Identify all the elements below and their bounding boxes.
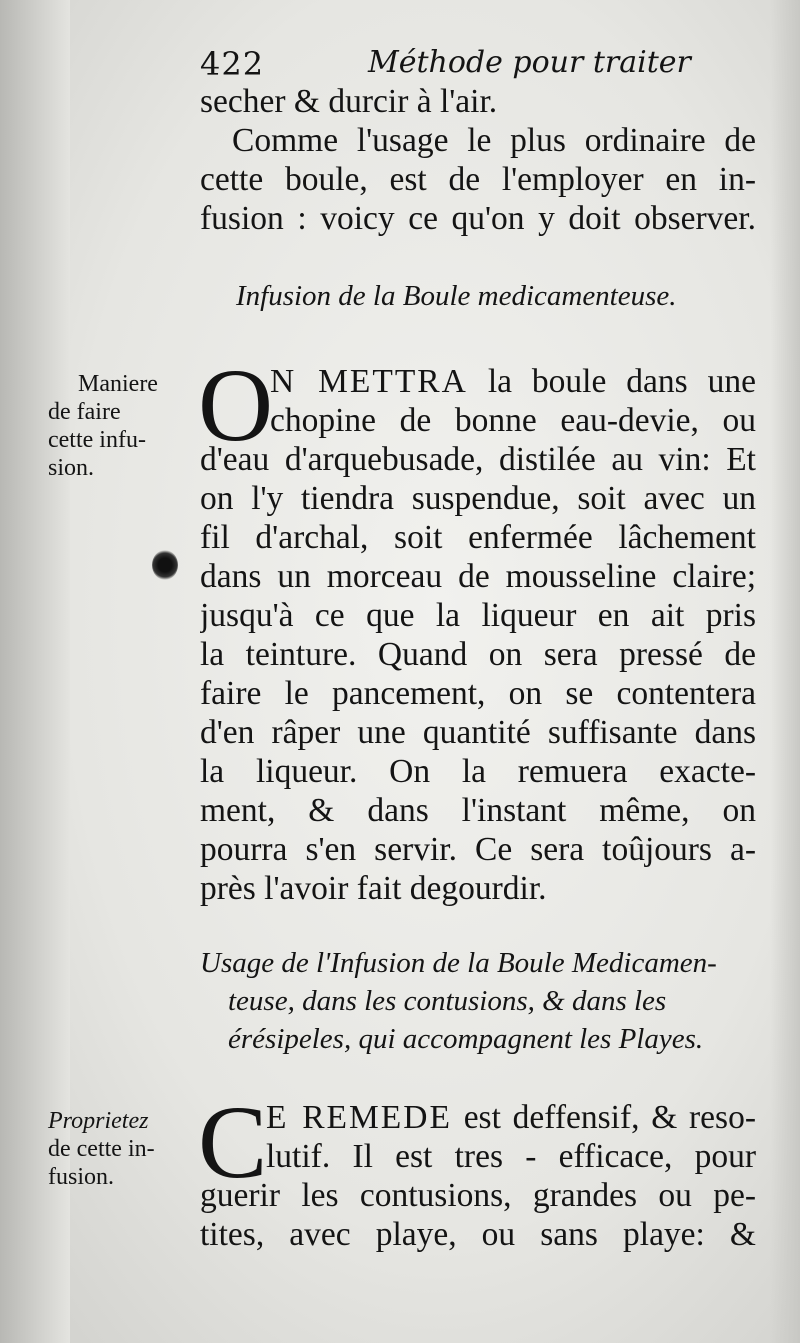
text-run: est deffensif, & reso- — [463, 1099, 756, 1136]
section-heading-usage-line3: érésipeles, qui accompagnent les Playes. — [228, 1023, 704, 1055]
margin-note-line: Maniere — [78, 371, 158, 397]
text-line: lutif. Il est tres - efficace, pour — [266, 1138, 756, 1175]
text-line: dans un morceau de mousseline claire; — [200, 558, 756, 595]
text-line: fusion : voicy ce qu'on y doit observer. — [200, 200, 756, 237]
ink-blot — [152, 550, 178, 580]
text-line: d'eau d'arquebusade, distilée au vin: Et — [200, 441, 756, 478]
paragraph-remede-body — [200, 1176, 756, 1254]
paragraph-infusion-body — [200, 440, 756, 908]
text-block-opening — [200, 82, 756, 238]
text-line: près l'avoir fait degourdir. — [200, 870, 547, 907]
page-number: 422 — [200, 45, 265, 83]
running-title: Méthode pour traiter — [368, 45, 691, 80]
margin-note-maniere — [48, 370, 188, 482]
text-line: d'en râper une quantité suffisante dans — [200, 714, 756, 751]
margin-note-line: de cette in- — [48, 1136, 155, 1162]
text-line: la teinture. Quand on sera pressé de — [200, 636, 756, 673]
text-line: secher & durcir à l'air. — [200, 83, 498, 120]
text-line: faire le pancement, on se contentera — [200, 675, 756, 712]
opening-small-caps: E REMEDE — [266, 1099, 452, 1136]
text-line: chopine de bonne eau-devie, ou — [270, 402, 756, 439]
paragraph-remede-dropcap-lines — [266, 1098, 756, 1176]
margin-note-line: cette infu- — [48, 427, 146, 453]
text-line — [266, 1098, 756, 1137]
margin-note-line: Proprietez — [48, 1108, 149, 1134]
text-line: fil d'archal, soit enfermée lâchement — [200, 519, 756, 556]
drop-cap-o: O — [198, 348, 274, 463]
text-line: Comme l'usage le plus ordinaire de — [232, 122, 756, 159]
margin-note-proprietez — [48, 1107, 188, 1191]
section-heading-infusion: Infusion de la Boule medicamenteuse. — [236, 280, 677, 312]
drop-cap-c: C — [198, 1085, 268, 1200]
paragraph-dropcap-lines — [270, 362, 756, 440]
text-line: on l'y tiendra suspendue, soit avec un — [200, 480, 756, 517]
opening-small-caps: N METTRA — [270, 363, 468, 400]
text-line: jusqu'à ce que la liqueur en ait pris — [200, 597, 756, 634]
text-line: guerir les contusions, grandes ou pe- — [200, 1177, 756, 1214]
text-line: la liqueur. On la remuera exacte- — [200, 753, 756, 790]
margin-note-line: sion. — [48, 455, 95, 481]
margin-note-line: fusion. — [48, 1164, 114, 1190]
margin-note-line: de faire — [48, 399, 121, 425]
text-line — [270, 362, 756, 401]
text-line: pourra s'en servir. Ce sera toûjours a- — [200, 831, 756, 868]
text-line: cette boule, est de l'employer en in- — [200, 161, 756, 198]
text-line: tites, avec playe, ou sans playe: & — [200, 1216, 756, 1253]
text-line: ment, & dans l'instant même, on — [200, 792, 756, 829]
section-heading-usage-line2: teuse, dans les contusions, & dans les — [228, 985, 667, 1017]
section-heading-usage-line1: Usage de l'Infusion de la Boule Medicamen- — [200, 947, 717, 979]
text-run: la boule dans une — [487, 363, 756, 400]
page-edge-shadow — [770, 0, 800, 1343]
